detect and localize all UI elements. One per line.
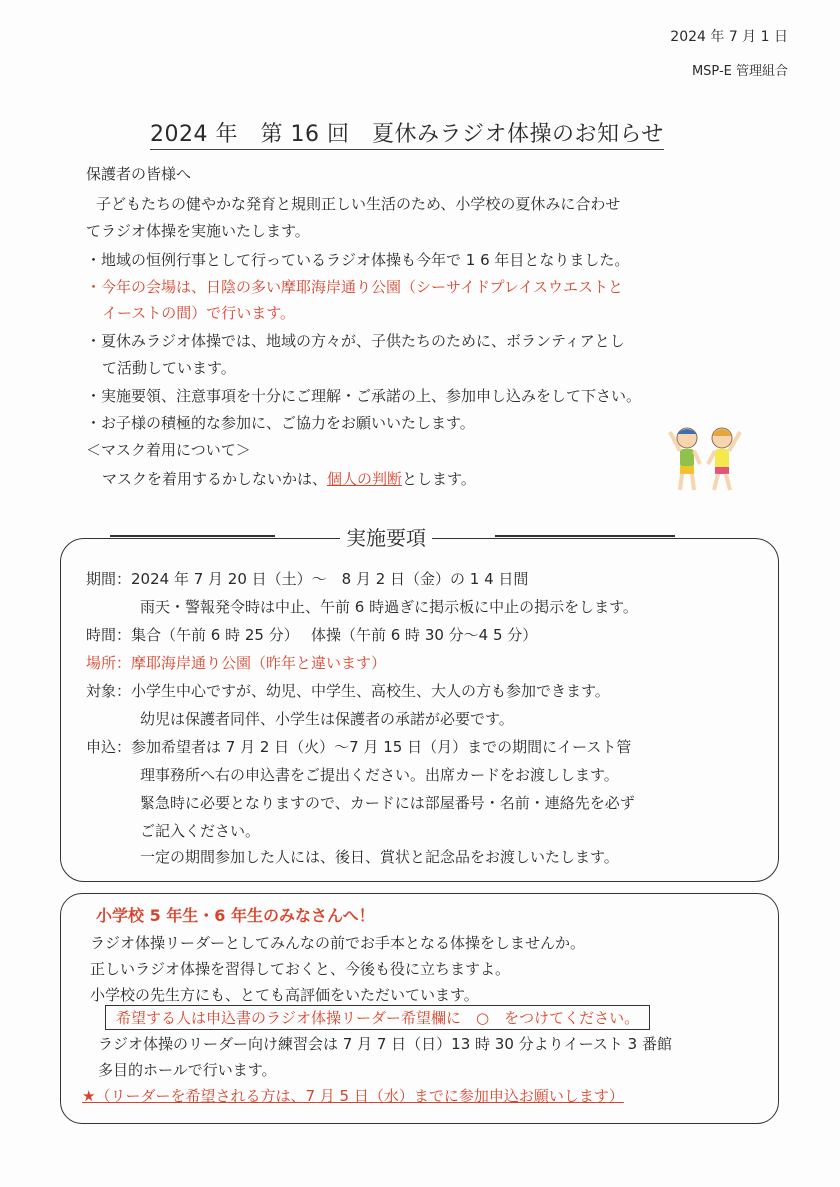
leader-line-1: ラジオ体操リーダーとしてみんなの前でお手本となる体操をしませんか。 (90, 934, 586, 952)
bullet-2-line-2: イーストの間）で行います。 (102, 304, 296, 322)
details-apply-4: ご記入ください。 (140, 822, 261, 840)
details-place: 場所：摩耶海岸通り公園（昨年と違います） (86, 654, 387, 672)
mask-heading: ＜マスク着用について＞ (86, 441, 251, 459)
bullet-3-line-2: て活動しています。 (102, 359, 236, 377)
bullet-5: ・お子様の積極的な参加に、ご協力をお願いいたします。 (86, 414, 475, 432)
document-date: 2024 年 7 月 1 日 (670, 29, 788, 45)
mask-text-pre: マスクを着用するかしないかは、 (102, 470, 328, 488)
bullet-2-line-1: ・今年の会場は、日陰の多い摩耶海岸通り公園（シーサイドプレイスウエストと (86, 278, 624, 296)
details-period: 期間：2024 年 7 月 20 日（土）～ 8 月 2 日（金）の 1 4 日間 (86, 570, 529, 588)
leader-highlight: 希望する人は申込書のラジオ体操リーダー希望欄に ○ をつけてください。 (105, 1005, 650, 1030)
greeting: 保護者の皆様へ (86, 165, 192, 183)
bullet-4: ・実施要領、注意事項を十分にご理解・ご承諾の上、参加申し込みをして下さい。 (86, 387, 642, 405)
bullet-3-line-1: ・夏休みラジオ体操では、地域の方々が、子供たちのために、ボランティアとし (86, 332, 625, 350)
details-target: 対象：小学生中心ですが、幼児、中学生、高校生、大人の方も参加できます。 (86, 682, 610, 700)
intro-line-2: てラジオ体操を実施いたします。 (86, 222, 310, 240)
organization-name: MSP-E 管理組合 (691, 64, 788, 79)
details-time: 時間：集合（午前 6 時 25 分） 体操（午前 6 時 30 分～4 5 分） (86, 626, 538, 644)
mask-text-emphasis: 個人の判断 (327, 470, 403, 488)
details-apply-3: 緊急時に必要となりますので、カードには部屋番号・名前・連絡先を必ず (140, 794, 635, 812)
page-title: 2024 年 第 16 回 夏休みラジオ体操のお知らせ (150, 117, 664, 150)
details-apply-2: 理事務所へ右の申込書をご提出ください。出席カードをお渡しします。 (140, 766, 619, 784)
leader-line-3: 小学校の先生方にも、とても高評価をいただいています。 (90, 986, 479, 1004)
section-rule-left (110, 535, 275, 537)
kids-exercise-illustration (662, 420, 752, 495)
leader-note: ★（リーダーを希望される方は、7 月 5 日（水）までに参加申込お願いします） (82, 1087, 624, 1105)
mask-text-post: とします。 (402, 470, 476, 488)
details-title: 実施要項 (340, 522, 432, 551)
details-apply-5: 一定の期間参加した人には、後日、賞状と記念品をお渡しいたします。 (140, 848, 619, 866)
leader-heading: 小学校 5 年生・6 年生のみなさんへ！ (96, 906, 375, 925)
details-target-note: 幼児は保護者同伴、小学生は保護者の承諾が必要です。 (140, 710, 514, 728)
mask-text (102, 468, 476, 489)
section-rule-right (495, 535, 675, 537)
details-period-note: 雨天・警報発令時は中止、午前 6 時過ぎに掲示板に中止の掲示をします。 (140, 598, 638, 616)
bullet-1: ・地域の恒例行事として行っているラジオ体操も今年で 1 6 年目となりました。 (86, 251, 630, 269)
intro-line-1: 子どもたちの健やかな発育と規則正しい生活のため、小学校の夏休みに合わせ (96, 195, 621, 213)
leader-line-5: 多目的ホールで行います。 (98, 1061, 277, 1079)
details-apply-1: 申込：参加希望者は 7 月 2 日（火）～7 月 15 日（月）までの期間にイースト管 (86, 738, 632, 756)
leader-line-2: 正しいラジオ体操を習得しておくと、今後も役に立ちますよ。 (90, 960, 511, 978)
leader-line-4: ラジオ体操のリーダー向け練習会は 7 月 7 日（日）13 時 30 分よりイースト 3 番館 (98, 1035, 672, 1053)
